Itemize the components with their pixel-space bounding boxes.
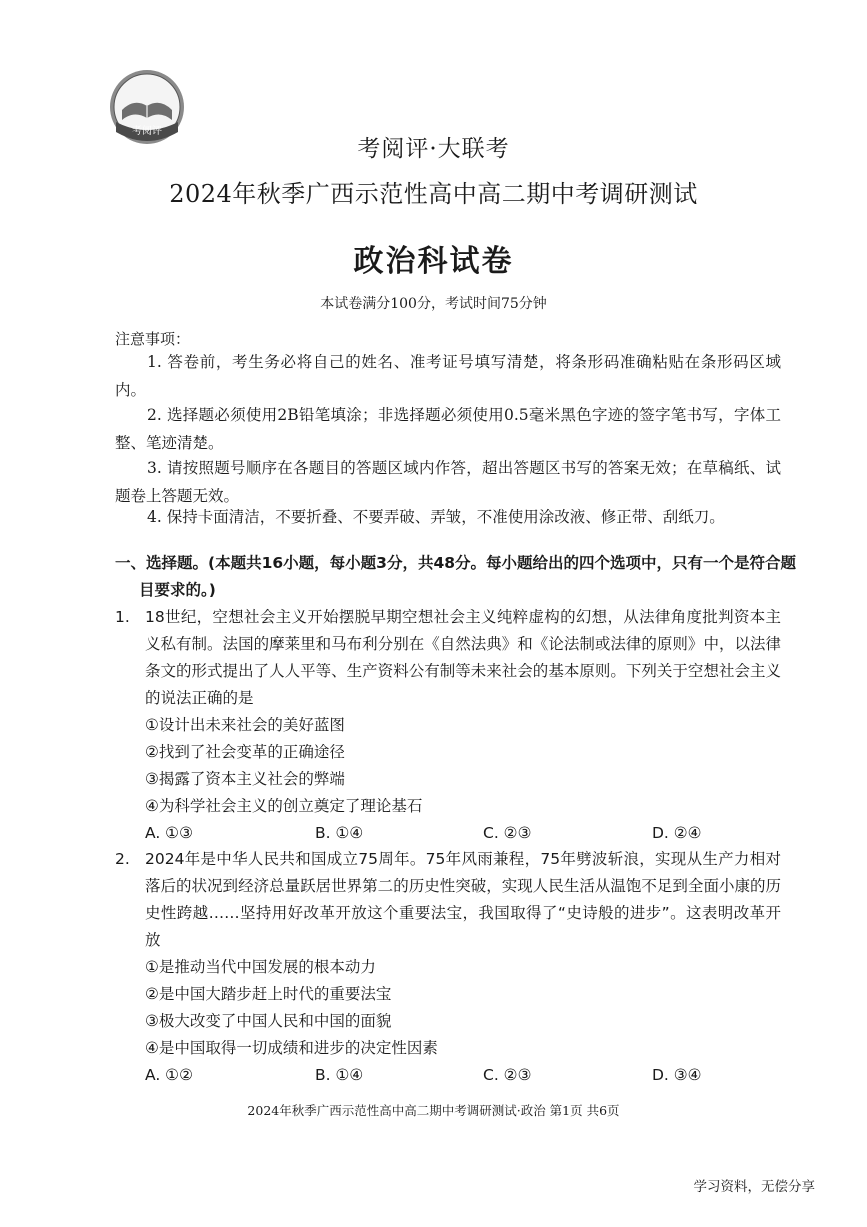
statement-3: ③极大改变了中国人民和中国的面貌: [145, 1012, 392, 1030]
answer-choices: [145, 820, 781, 847]
choice-d: D. ③④: [652, 1066, 702, 1084]
statement-1: ①设计出未来社会的美好蓝图: [145, 716, 345, 734]
watermark-text: 学习资料，无偿分享: [693, 1179, 815, 1195]
exam-brand: 考阅评·大联考: [357, 136, 510, 162]
logo-text: 考阅评: [132, 126, 162, 137]
section-title: 一、选择题。(本题共16小题，每小题3分，共48分。每小题给出的四个选项中，只有一个是符合题目要求的。): [115, 554, 797, 599]
question-number: 2.: [115, 850, 130, 868]
note-item-2: 2. 选择题必须使用2B铅笔填涂；非选择题必须使用0.5毫米黑色字迹的签字笔书写，字体工整、笔迹清楚。: [115, 406, 781, 452]
question-2: [115, 846, 781, 1089]
statement-1: ①是推动当代中国发展的根本动力: [145, 958, 376, 976]
answer-choices: [145, 1062, 781, 1089]
choice-b: B. ①④: [315, 1066, 364, 1084]
statement-4: ④为科学社会主义的创立奠定了理论基石: [145, 797, 423, 815]
choice-c: C. ②③: [483, 824, 532, 842]
choice-b: B. ①④: [315, 824, 364, 842]
choice-a: A. ①③: [145, 824, 193, 842]
choice-d: D. ②④: [652, 824, 702, 842]
statement-3: ③揭露了资本主义社会的弊端: [145, 770, 345, 788]
question-stem: 18世纪，空想社会主义开始摆脱早期空想社会主义纯粹虚构的幻想，从法律角度批判资本主义私有制。法国的摩莱里和马布利分别在《自然法典》和《论法制或法律的原则》中，以法律条文的形式提出了人人平等、生产资料公有制等未来社会的基本原则。下列关于空想社会主义的说法正确的是: [145, 608, 781, 707]
exam-title: 2024年秋季广西示范性高中高二期中考调研测试: [169, 180, 698, 208]
statement-4: ④是中国取得一切成绩和进步的决定性因素: [145, 1039, 438, 1057]
question-number: 1.: [115, 608, 130, 626]
subject-title: 政治科试卷: [353, 244, 514, 279]
statement-2: ②是中国大踏步赶上时代的重要法宝: [145, 985, 392, 1003]
exam-info: 本试卷满分100分，考试时间75分钟: [320, 296, 547, 312]
note-item-3: 3. 请按照题号顺序在各题目的答题区域内作答，超出答题区书写的答案无效；在草稿纸、试题卷上答题无效。: [115, 459, 781, 505]
question-1: [115, 604, 781, 847]
choice-a: A. ①②: [145, 1066, 193, 1084]
note-item-4: 4. 保持卡面清洁，不要折叠、不要弄破、弄皱，不准使用涂改液、修正带、刮纸刀。: [147, 508, 725, 526]
note-item-1: 1. 答卷前，考生务必将自己的姓名、准考证号填写清楚，将条形码准确粘贴在条形码区域内。: [115, 353, 781, 399]
page-footer: 2024年秋季广西示范性高中高二期中考调研测试·政治 第1页 共6页: [247, 1103, 620, 1118]
statement-2: ②找到了社会变革的正确途径: [145, 743, 345, 761]
choice-c: C. ②③: [483, 1066, 532, 1084]
notes-heading: 注意事项：: [115, 330, 191, 348]
question-stem: 2024年是中华人民共和国成立75周年。75年风雨兼程，75年劈波斩浪，实现从生产力相对落后的状况到经济总量跃居世界第二的历史性突破，实现人民生活从温饱不足到全面小康的历史性跨越……坚持用好改革开放这个重要法宝，我国取得了“史诗般的进步”。这表明改革开放: [145, 850, 781, 949]
